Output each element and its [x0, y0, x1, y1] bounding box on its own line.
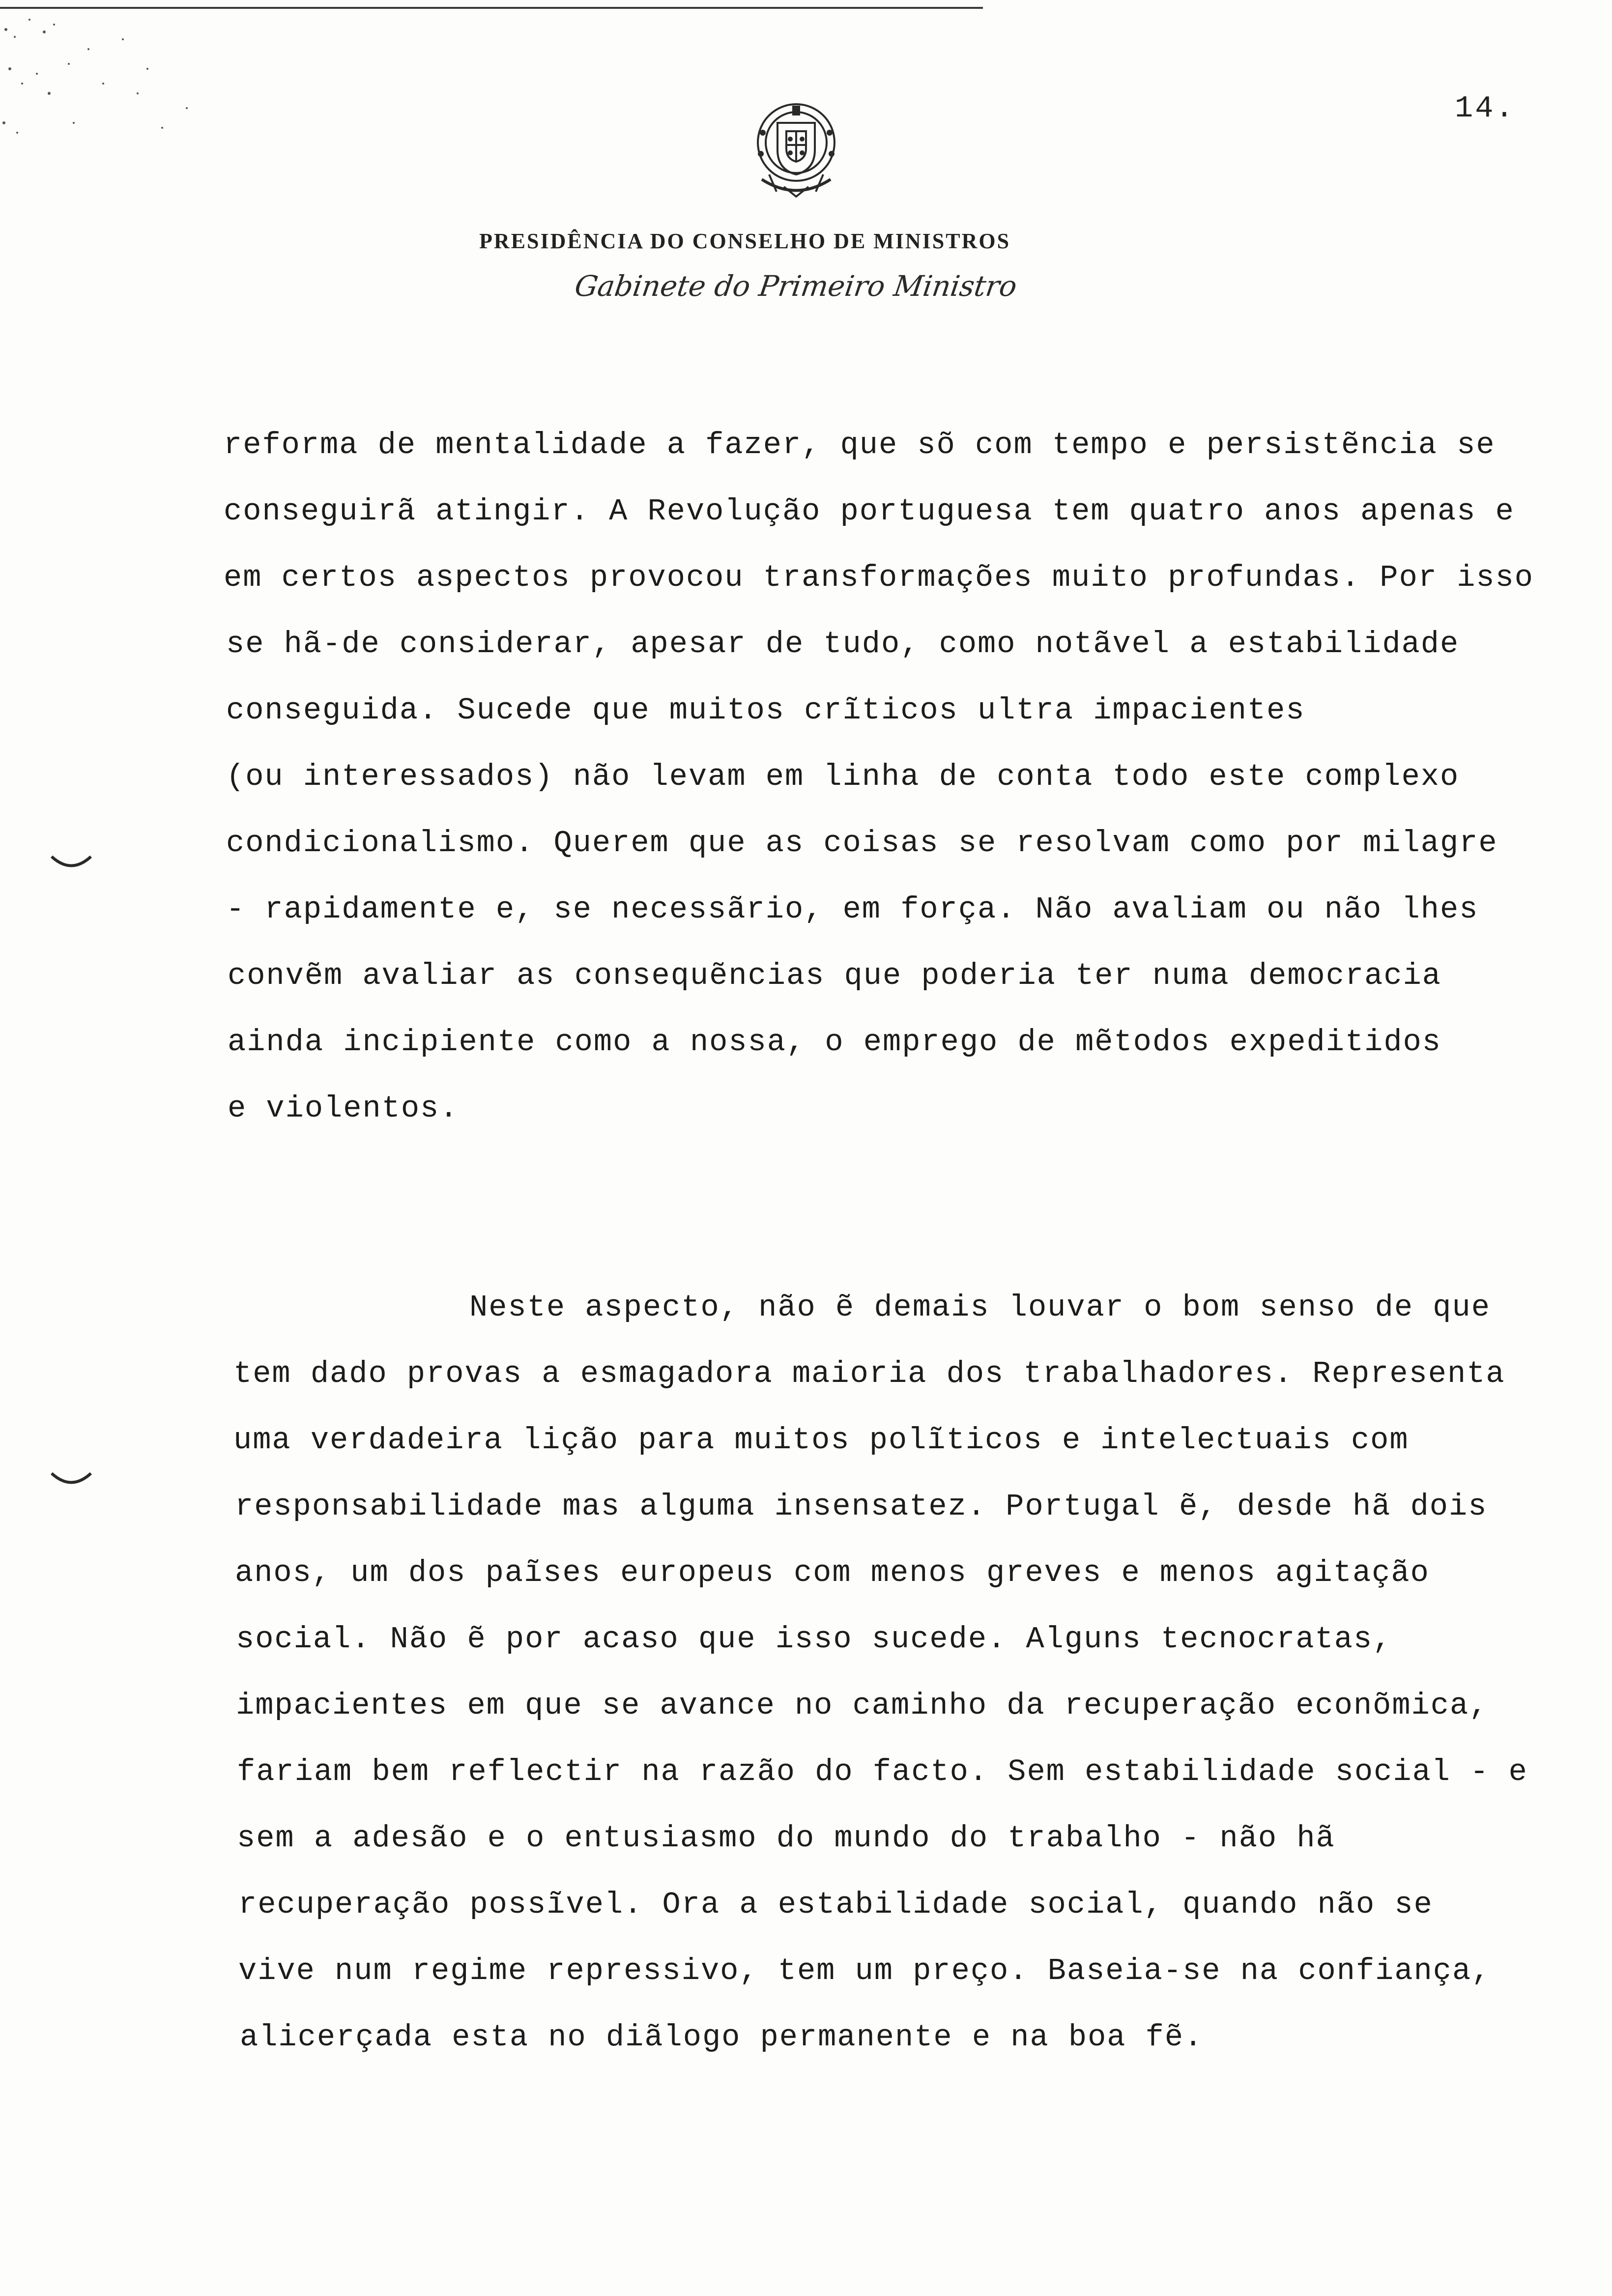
margin-mark-2 — [49, 1469, 93, 1489]
coat-of-arms-icon — [732, 96, 860, 209]
paragraph-1-line-1: reforma de mentalidade a fazer, que sõ com tempo e persistẽncia se — [224, 428, 1496, 462]
paragraph-1-line-5: conseguida. Sucede que muitos crĩticos ultra impacientes — [226, 693, 1305, 728]
paragraph-2-line-11: vive num regime repressivo, tem um preço. Baseia-se na confiança, — [238, 1953, 1491, 1988]
paragraph-1-line-3: em certos aspectos provocou transformações muito profundas. Por isso — [224, 560, 1534, 595]
paragraph-2-line-2: tem dado provas a esmagadora maioria dos trabalhadores. Representa — [233, 1356, 1505, 1391]
page-number: 14. — [1455, 91, 1516, 126]
paragraph-2-line-10: recuperação possĩvel. Ora a estabilidade social, quando não se — [238, 1887, 1433, 1922]
paragraph-2-line-1: Neste aspecto, não ẽ demais louvar o bom senso de que — [469, 1290, 1491, 1325]
paragraph-1-line-11: e violentos. — [228, 1091, 459, 1126]
paragraph-1-line-2: conseguirã atingir. A Revolução portuguesa tem quatro anos apenas e — [224, 494, 1515, 529]
paragraph-2-line-7: impacientes em que se avance no caminho da recuperação econõmica, — [236, 1688, 1489, 1723]
paragraph-2-line-3: uma verdadeira lição para muitos polĩticos e intelectuais com — [233, 1423, 1409, 1458]
paragraph-2-line-5: anos, um dos paĩses europeus com menos greves e menos agitação — [235, 1555, 1430, 1590]
office-name: Gabinete do Primeiro Ministro — [573, 269, 1019, 303]
paragraph-2-line-12: alicerçada esta no diãlogo permanente e na boa fẽ. — [240, 2020, 1204, 2055]
paragraph-1-line-4: se hã-de considerar, apesar de tudo, como notãvel a estabilidade — [226, 627, 1460, 661]
paragraph-2-line-6: social. Não ẽ por acaso que isso sucede. Alguns tecnocratas, — [236, 1622, 1392, 1657]
paragraph-1-line-7: condicionalismo. Querem que as coisas se resolvam como por milagre — [226, 826, 1498, 861]
paragraph-2-line-8: fariam bem reflectir na razão do facto. Sem estabilidade social - e — [237, 1754, 1528, 1789]
margin-mark-1 — [49, 853, 93, 872]
paragraph-1-line-10: ainda incipiente como a nossa, o emprego de mẽtodos expeditidos — [228, 1025, 1441, 1060]
paragraph-1-line-8: - rapidamente e, se necessãrio, em força. Não avaliam ou não lhes — [226, 892, 1479, 927]
paragraph-1-line-9: convẽm avaliar as consequẽncias que poderia ter numa democracia — [228, 958, 1441, 993]
top-rule — [0, 7, 983, 9]
scan-speckle — [0, 10, 206, 147]
paragraph-1-line-6: (ou interessados) não levam em linha de conta todo este complexo — [226, 759, 1460, 794]
paragraph-2-line-9: sem a adesão e o entusiasmo do mundo do trabalho - não hã — [237, 1821, 1335, 1856]
paragraph-2-line-4: responsabilidade mas alguma insensatez. Portugal ẽ, desde hã dois — [235, 1489, 1488, 1524]
organization-name: PRESIDÊNCIA DO CONSELHO DE MINISTROS — [479, 229, 1011, 253]
